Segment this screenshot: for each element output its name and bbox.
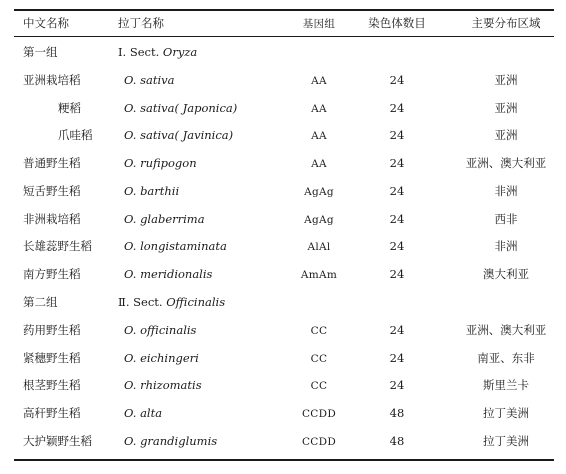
species-chinese-name: 非洲栽培稻 (23, 212, 81, 226)
species-chinese-name: 药用野生稻 (23, 323, 81, 337)
group-roman-numeral: Ⅰ (118, 45, 123, 59)
species-latin-name: O. sativa (124, 73, 175, 87)
species-chinese-name: 根茎野生稻 (23, 378, 81, 392)
group-sect-prefix: . Sect. (125, 295, 167, 309)
group-latin-name: Officinalis (166, 295, 226, 309)
species-chinese-name: 普通野生稻 (23, 156, 81, 170)
group-section-label (118, 45, 197, 59)
species-latin-name: O. barthii (124, 184, 180, 198)
species-latin-name: O. eichingeri (124, 351, 199, 365)
species-chinese-name: 紧穗野生稻 (23, 351, 81, 365)
species-latin-name: O. meridionalis (124, 267, 213, 281)
species-chinese-name: 高秆野生稻 (23, 406, 81, 420)
species-latin-name: O. glaberrima (124, 212, 205, 226)
species-chinese-name: 粳稻 (58, 101, 81, 115)
group-section-label (118, 295, 225, 309)
species-chinese-name: 大护颖野生稻 (23, 434, 92, 448)
group-roman-numeral: Ⅱ (118, 295, 126, 309)
header-chinese-name: 中文名称 (23, 16, 69, 30)
table-bottom-rule (14, 459, 554, 461)
group-sect-prefix: . Sect. (122, 45, 163, 59)
species-chinese-name: 南方野生稻 (23, 267, 81, 281)
group-chinese-label: 第二组 (23, 295, 58, 309)
species-latin-name: O. grandiglumis (124, 434, 218, 448)
group-chinese-label: 第一组 (23, 45, 58, 59)
species-latin-name: O. sativa( Japonica) (124, 101, 238, 115)
species-latin-name: O. longistaminata (124, 239, 227, 253)
species-latin-name: O. rufipogon (124, 156, 197, 170)
header-latin-name: 拉丁名称 (118, 16, 164, 30)
species-latin-name: O. rhizomatis (124, 378, 202, 392)
species-chinese-name: 长雄蕊野生稻 (23, 239, 92, 253)
header-rule (14, 36, 554, 37)
species-latin-name: O. officinalis (124, 323, 197, 337)
species-latin-name: O. sativa( Javinica) (124, 128, 234, 142)
species-latin-name: O. alta (124, 406, 163, 420)
species-chinese-name: 爪哇稻 (58, 128, 93, 142)
species-chinese-name: 短舌野生稻 (23, 184, 81, 198)
table-top-rule (14, 9, 554, 11)
species-chinese-name: 亚洲栽培稻 (23, 73, 81, 87)
group-latin-name: Oryza (162, 45, 198, 59)
